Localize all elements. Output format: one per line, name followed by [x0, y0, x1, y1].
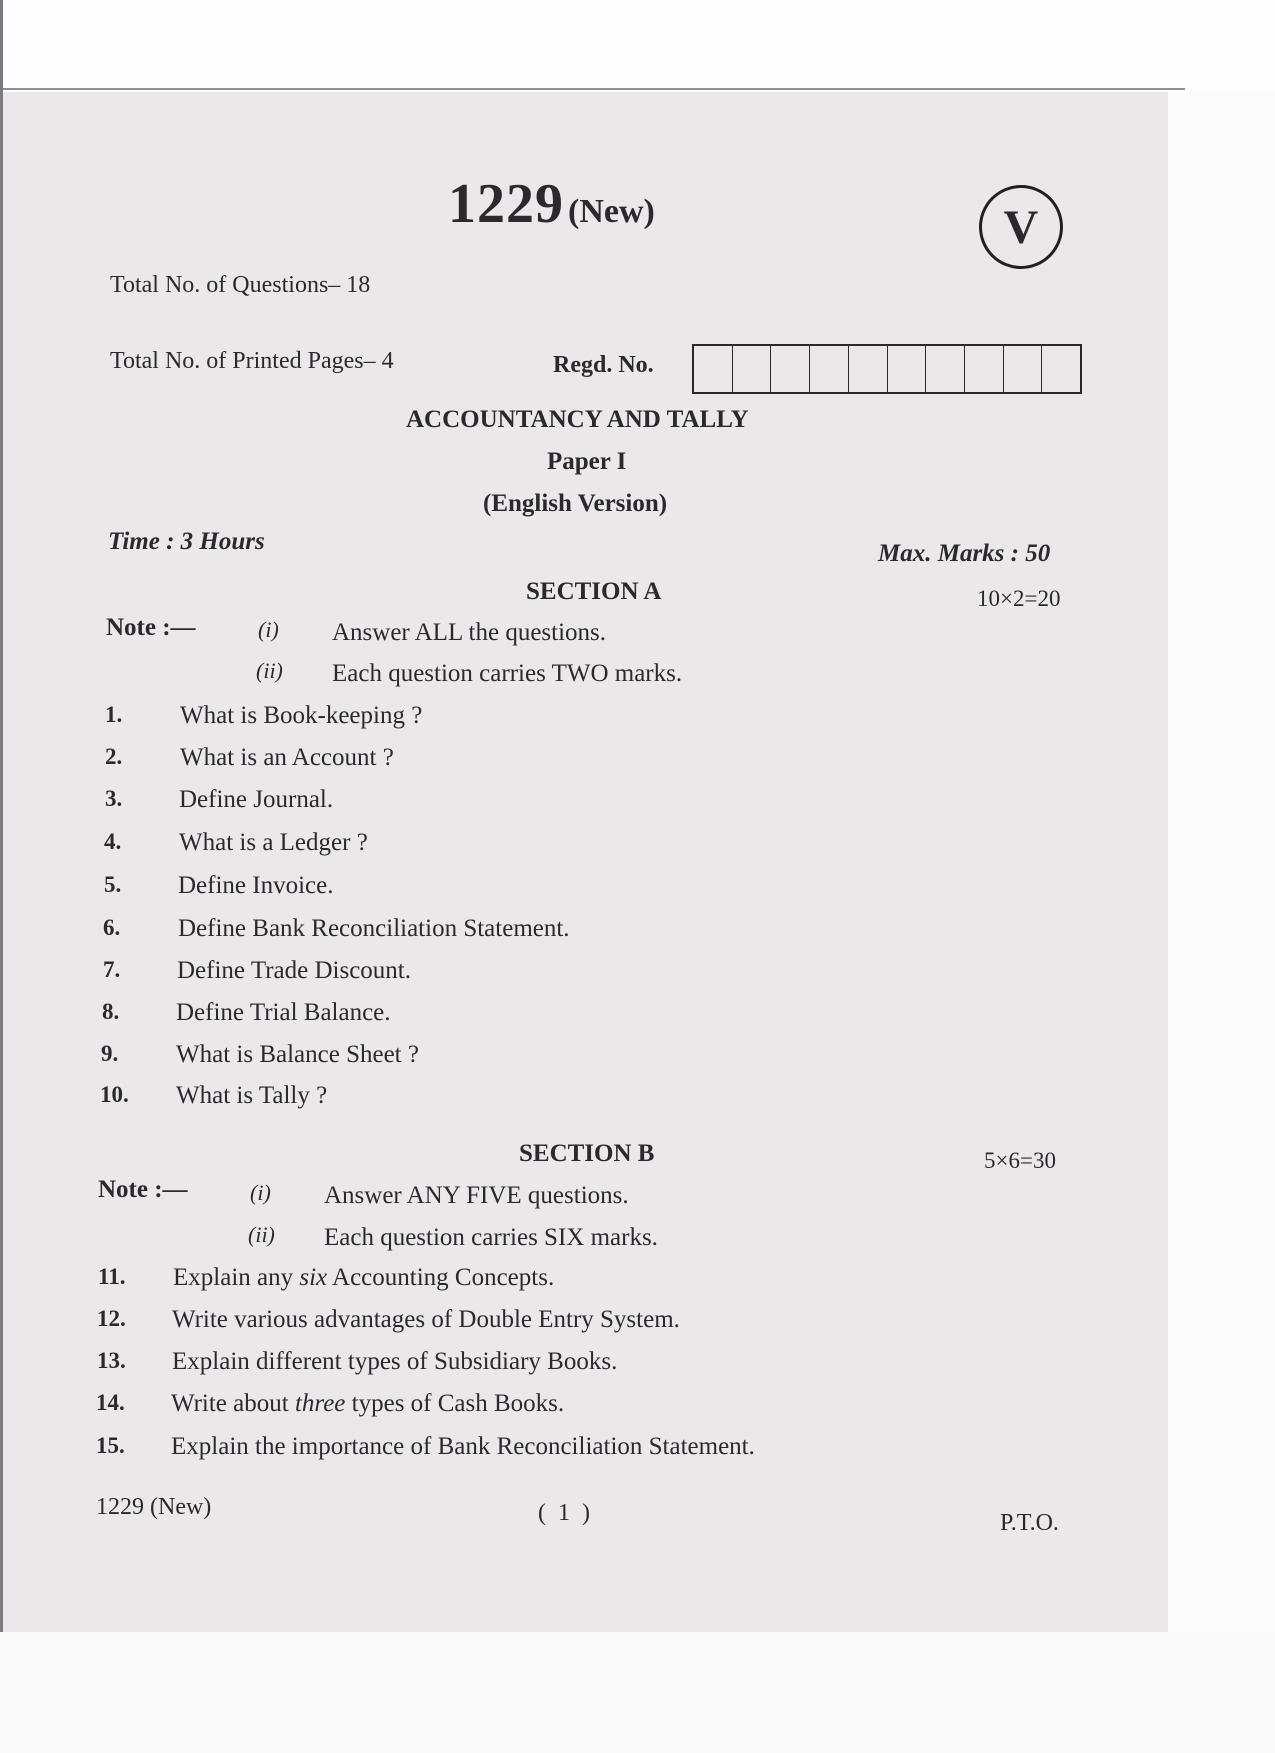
section-a-note-label: Note :—: [106, 614, 196, 641]
subject-title: ACCOUNTANCY AND TALLY: [406, 406, 749, 433]
total-pages: Total No. of Printed Pages– 4: [110, 348, 394, 374]
section-b-note-num: (i): [250, 1180, 271, 1205]
question-number: 2.: [105, 744, 123, 769]
paper-code: [448, 172, 655, 236]
question-text: Define Trade Discount.: [177, 957, 411, 984]
question-text: Define Journal.: [179, 786, 334, 813]
question-number: 7.: [103, 957, 121, 982]
regd-digit-box[interactable]: [1004, 346, 1043, 392]
regd-digit-box[interactable]: [1042, 346, 1080, 392]
question-number: 10.: [100, 1082, 129, 1107]
scan-margin-right: [1168, 92, 1275, 1753]
version-title: (English Version): [483, 490, 668, 517]
regd-digit-box[interactable]: [849, 346, 888, 392]
paper-title: Paper I: [547, 448, 627, 475]
version-badge: V: [979, 185, 1063, 269]
question-number: 9.: [101, 1041, 119, 1066]
regd-digit-box[interactable]: [810, 346, 849, 392]
section-b-note-text: Each question carries SIX marks.: [324, 1224, 658, 1251]
paper-code-suffix: (New): [568, 193, 655, 230]
section-a-title: SECTION A: [526, 578, 662, 605]
regd-digit-box[interactable]: [965, 346, 1004, 392]
paper-code-number: 1229: [448, 173, 564, 235]
section-b-note-text: Answer ANY FIVE questions.: [324, 1182, 629, 1209]
section-b-title: SECTION B: [519, 1140, 655, 1167]
regd-digit-box[interactable]: [733, 346, 772, 392]
pto-label: P.T.O.: [1000, 1510, 1059, 1536]
question-text: What is Balance Sheet ?: [176, 1041, 419, 1068]
max-marks-label: Max. Marks : 50: [878, 540, 1051, 567]
question-number: 4.: [104, 829, 122, 854]
question-text: Explain any six Accounting Concepts.: [173, 1264, 555, 1291]
question-number: 8.: [102, 999, 120, 1024]
time-label: Time : 3 Hours: [108, 528, 265, 555]
section-a-note-num: (i): [258, 617, 279, 642]
scan-margin-top: [0, 0, 1275, 92]
section-a-note-num: (ii): [256, 658, 283, 683]
question-number: 6.: [103, 915, 121, 940]
total-questions: Total No. of Questions– 18: [110, 272, 371, 298]
question-text: Write about three types of Cash Books.: [171, 1390, 565, 1417]
question-text: Explain the importance of Bank Reconciliation Statement.: [171, 1433, 755, 1460]
footer-code: 1229 (New): [96, 1494, 212, 1520]
regd-digit-box[interactable]: [771, 346, 810, 392]
question-number: 11.: [98, 1264, 126, 1289]
question-number: 13.: [97, 1348, 126, 1373]
question-text: What is an Account ?: [180, 744, 394, 771]
section-b-note-label: Note :—: [98, 1176, 188, 1203]
question-text: Define Trial Balance.: [176, 999, 391, 1026]
question-number: 5.: [104, 872, 122, 897]
question-text: Define Bank Reconciliation Statement.: [178, 915, 570, 942]
regd-number-boxes[interactable]: [692, 344, 1082, 394]
question-text: Write various advantages of Double Entry System.: [172, 1306, 680, 1333]
question-number: 3.: [105, 786, 123, 811]
scan-margin-bottom: [0, 1632, 1275, 1753]
question-number: 15.: [96, 1433, 125, 1458]
regd-label: Regd. No.: [553, 352, 654, 378]
regd-digit-box[interactable]: [926, 346, 965, 392]
question-text: Explain different types of Subsidiary Books.: [172, 1348, 618, 1375]
question-number: 1.: [105, 702, 123, 727]
question-text: What is Tally ?: [176, 1082, 328, 1109]
question-number: 12.: [97, 1306, 126, 1331]
scan-edge-line: [0, 88, 1185, 90]
question-text: What is a Ledger ?: [179, 829, 368, 856]
regd-digit-box[interactable]: [888, 346, 927, 392]
page-number: ( 1 ): [538, 1500, 593, 1526]
regd-digit-box[interactable]: [694, 346, 733, 392]
section-a-note-text: Answer ALL the questions.: [332, 619, 607, 646]
question-text: Define Invoice.: [178, 872, 334, 899]
section-b-marks: 5×6=30: [984, 1148, 1056, 1173]
question-number: 14.: [96, 1390, 125, 1415]
section-a-marks: 10×2=20: [977, 586, 1061, 611]
section-a-note-text: Each question carries TWO marks.: [332, 660, 683, 687]
section-b-note-num: (ii): [248, 1222, 275, 1247]
question-text: What is Book-keeping ?: [180, 702, 423, 729]
